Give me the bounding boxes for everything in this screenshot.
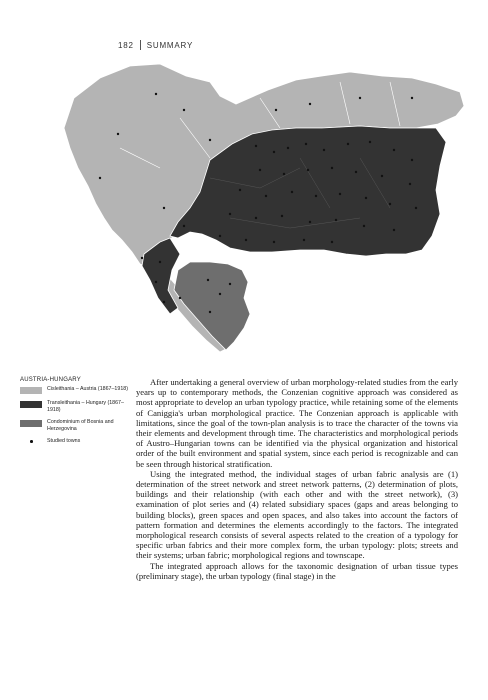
town-marker [305, 143, 307, 145]
legend-item-transleithania [20, 400, 130, 413]
running-header [118, 40, 193, 50]
town-marker [359, 97, 361, 99]
austria-hungary-map [60, 58, 470, 373]
legend-label: Cisleithania – Austria (1867–1918) [47, 386, 128, 392]
town-marker [307, 169, 309, 171]
town-marker [265, 195, 267, 197]
town-marker [207, 279, 209, 281]
town-marker [99, 177, 101, 179]
page-number: 182 [118, 40, 134, 50]
town-marker [219, 235, 221, 237]
town-marker [275, 109, 277, 111]
town-marker [255, 145, 257, 147]
town-marker [331, 167, 333, 169]
town-marker [369, 141, 371, 143]
town-marker [229, 213, 231, 215]
town-marker [411, 159, 413, 161]
town-marker [163, 207, 165, 209]
town-marker [273, 241, 275, 243]
town-marker [315, 195, 317, 197]
town-marker [229, 283, 231, 285]
town-marker [245, 239, 247, 241]
town-marker [273, 151, 275, 153]
legend-swatch [20, 401, 42, 408]
town-marker [393, 229, 395, 231]
town-marker [179, 297, 181, 299]
town-marker [331, 241, 333, 243]
summary-body [136, 377, 458, 581]
town-marker [117, 133, 119, 135]
map-svg [60, 58, 470, 373]
town-marker [287, 147, 289, 149]
legend-label: Condominium of Bosnia and Herzegovina [47, 419, 114, 432]
legend-label: Transleithania – Hungary (1867–1918) [47, 400, 124, 413]
legend-title: AUSTRIA-HUNGARY [20, 377, 81, 383]
town-marker [219, 293, 221, 295]
town-marker [415, 207, 417, 209]
town-marker [155, 281, 157, 283]
town-marker [281, 215, 283, 217]
town-marker [183, 109, 185, 111]
town-marker [365, 197, 367, 199]
town-marker [141, 257, 143, 259]
legend-item-cisleithania [20, 386, 130, 394]
town-marker [163, 301, 165, 303]
town-marker [339, 193, 341, 195]
town-marker [255, 217, 257, 219]
town-marker [409, 183, 411, 185]
town-marker [309, 221, 311, 223]
town-marker [259, 169, 261, 171]
town-marker [209, 311, 211, 313]
legend-swatch [20, 420, 42, 427]
town-marker [155, 93, 157, 95]
paragraph: The integrated approach allows for the taxonomic designation of urban tissue types (preliminary stage), the urban typology (final stage) in the [136, 560, 458, 581]
town-marker [209, 139, 211, 141]
legend-swatch [20, 387, 42, 394]
town-marker [323, 149, 325, 151]
town-marker [291, 191, 293, 193]
town-marker [363, 225, 365, 227]
town-dot-icon [20, 438, 42, 445]
town-marker [355, 171, 357, 173]
town-marker [347, 143, 349, 145]
map-legend [20, 377, 130, 451]
town-marker [239, 189, 241, 191]
town-marker [283, 173, 285, 175]
paragraph: After undertaking a general overview of urban morphology-related studies from the early years up to contemporary methods, the Conzenian cognitive approach was considered as most appropriate to develop an urban typology practice, while retaining some of the elements of Caniggia's urban morphological practice. The Conzenian approach is applicable with limitations, since the goal of the town-plan analysis is to trace the character of the towns via their elements and development through time. The characteristics and morphological periods of Austro–Hungarian towns can be identified via the physical organization and historical order of the built environment and spatial system, since each period is recognizable and can be seen through historical stratification. [136, 377, 458, 469]
paragraph: Using the integrated method, the individual stages of urban fabric analysis are (1) determination of the street network and street network patterns, (2) determination of plots, buildings and their relationship (with each other and with the street network), (3) examination of plot series and (4) related subsidiary spaces (gaps and areas belonging to building blocks), green spaces and open spaces, and also takes into account the factors of pattern formation and determines the elements accordingly to the factors. The integrated morphological research consists of several aspects related to the creation of a typology for specific urban fabrics and their more complex form, the urban typology: plots; streets and their systems; urban fabric; morphological regions and townscape. [136, 468, 458, 561]
legend-item-towns [20, 438, 130, 445]
legend-label: Studied towns [47, 438, 81, 444]
town-marker [389, 203, 391, 205]
town-marker [309, 103, 311, 105]
town-marker [183, 225, 185, 227]
town-marker [303, 239, 305, 241]
header-divider [140, 40, 141, 50]
town-marker [381, 175, 383, 177]
legend-item-bosnia [20, 419, 130, 432]
town-marker [335, 219, 337, 221]
town-marker [159, 261, 161, 263]
section-title: SUMMARY [146, 40, 194, 50]
town-marker [411, 97, 413, 99]
town-marker [393, 149, 395, 151]
